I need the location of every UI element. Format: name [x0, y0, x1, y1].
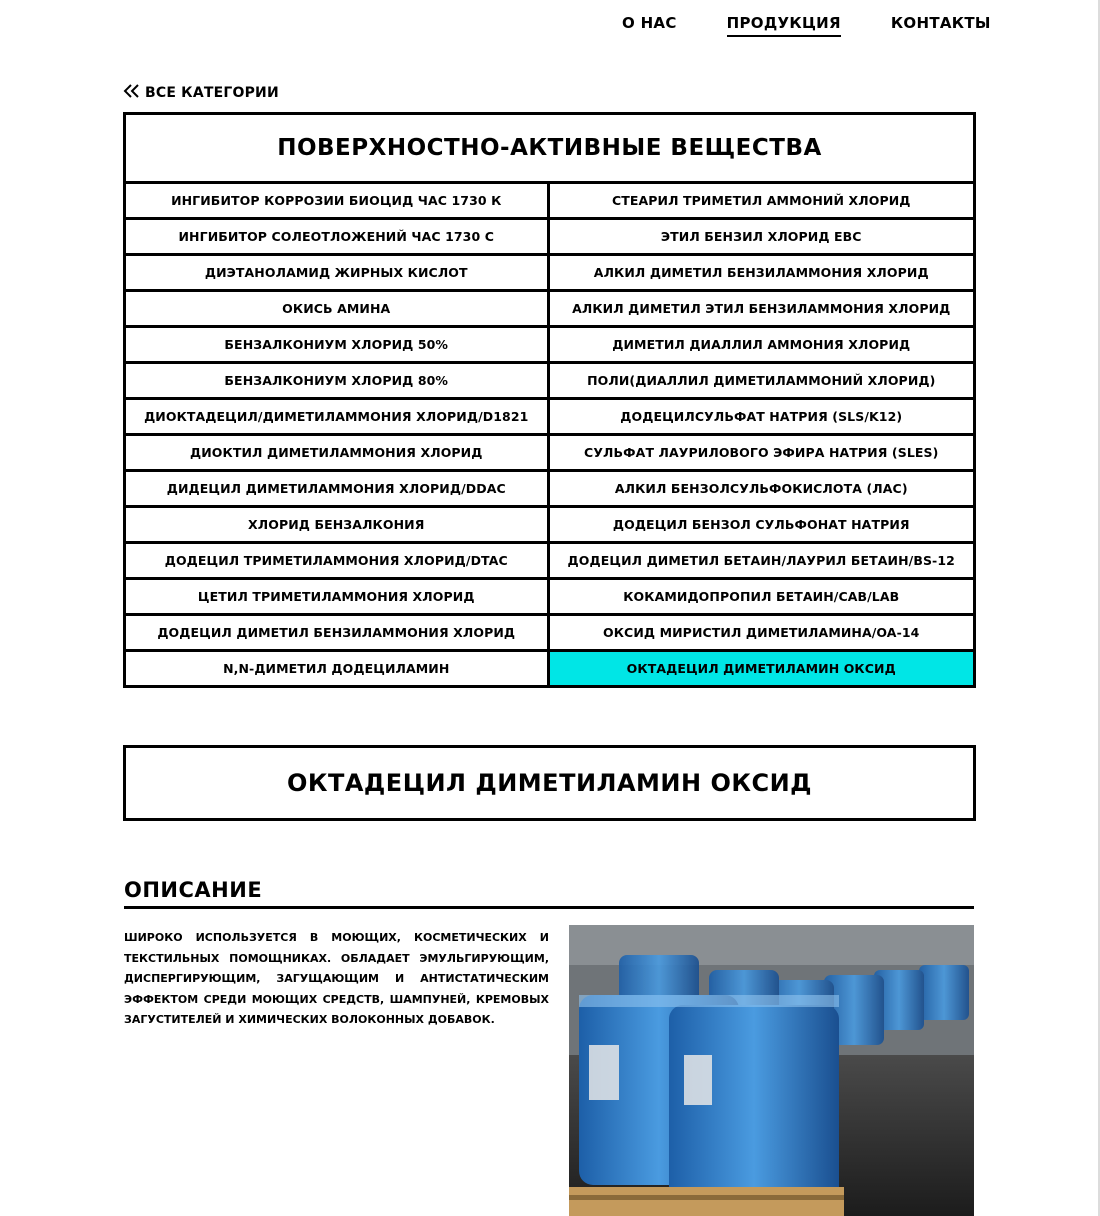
category-item[interactable]: ОКИСЬ АМИНА [126, 292, 550, 328]
back-link-label: ВСЕ КАТЕГОРИИ [145, 84, 279, 101]
category-item[interactable]: N,N-ДИМЕТИЛ ДОДЕЦИЛАМИН [126, 652, 550, 685]
category-item[interactable]: СТЕАРИЛ ТРИМЕТИЛ АММОНИЙ ХЛОРИД [550, 184, 974, 220]
back-to-categories-link[interactable] [123, 83, 279, 102]
category-item[interactable]: СУЛЬФАТ ЛАУРИЛОВОГО ЭФИРА НАТРИЯ (SLES) [550, 436, 974, 472]
category-item[interactable]: ХЛОРИД БЕНЗАЛКОНИЯ [126, 508, 550, 544]
product-title: ОКТАДЕЦИЛ ДИМЕТИЛАМИН ОКСИД [123, 745, 976, 821]
category-item[interactable]: ДИМЕТИЛ ДИАЛЛИЛ АММОНИЯ ХЛОРИД [550, 328, 974, 364]
category-item[interactable]: ИНГИБИТОР СОЛЕОТЛОЖЕНИЙ ЧАС 1730 С [126, 220, 550, 256]
nav-about[interactable]: О НАС [622, 14, 677, 32]
product-photo [569, 925, 974, 1216]
category-item[interactable]: БЕНЗАЛКОНИУМ ХЛОРИД 80% [126, 364, 550, 400]
drums-on-pallets-image [569, 925, 974, 1216]
category-item[interactable]: ДОДЕЦИЛ ДИМЕТИЛ БЕТАИН/ЛАУРИЛ БЕТАИН/BS-12 [550, 544, 974, 580]
category-item[interactable]: ИНГИБИТОР КОРРОЗИИ БИОЦИД ЧАС 1730 К [126, 184, 550, 220]
category-item[interactable]: ОКТАДЕЦИЛ ДИМЕТИЛАМИН ОКСИД [550, 652, 974, 685]
category-item[interactable]: ОКСИД МИРИСТИЛ ДИМЕТИЛАМИНА/OA-14 [550, 616, 974, 652]
category-item[interactable]: ДОДЕЦИЛСУЛЬФАТ НАТРИЯ (SLS/K12) [550, 400, 974, 436]
top-nav [622, 14, 991, 37]
category-table [123, 112, 976, 688]
category-item[interactable]: ДИДЕЦИЛ ДИМЕТИЛАММОНИЯ ХЛОРИД/DDAC [126, 472, 550, 508]
category-item[interactable]: БЕНЗАЛКОНИУМ ХЛОРИД 50% [126, 328, 550, 364]
double-chevron-left-icon-svg [123, 83, 141, 99]
category-item[interactable]: ПОЛИ(ДИАЛЛИЛ ДИМЕТИЛАММОНИЙ ХЛОРИД) [550, 364, 974, 400]
category-grid [126, 184, 973, 685]
description-text: ШИРОКО ИСПОЛЬЗУЕТСЯ В МОЮЩИХ, КОСМЕТИЧЕСКИХ И ТЕКСТИЛЬНЫХ ПОМОЩНИКАХ. ОБЛАДАЕТ ЭМУЛЬГИРУЮЩИМ, ДИСПЕРГИРУЮЩИМ, ЗАГУЩАЮЩИМ И АНТИСТАТИЧЕСКИМ ЭФФЕКТОМ СРЕДИ МОЮЩИХ СРЕДСТВ, ШАМПУНЕЙ, КРЕМОВЫХ ЗАГУСТИТЕЛЕЙ И ХИМИЧЕСКИХ ВОЛОКОННЫХ ДОБАВОК. [124, 931, 549, 1026]
description-heading: ОПИСАНИЕ [124, 878, 974, 909]
category-item[interactable]: АЛКИЛ ДИМЕТИЛ БЕНЗИЛАММОНИЯ ХЛОРИД [550, 256, 974, 292]
category-item[interactable]: ДОДЕЦИЛ ДИМЕТИЛ БЕНЗИЛАММОНИЯ ХЛОРИД [126, 616, 550, 652]
category-item[interactable]: ДИЭТАНОЛАМИД ЖИРНЫХ КИСЛОТ [126, 256, 550, 292]
category-item[interactable]: АЛКИЛ ДИМЕТИЛ ЭТИЛ БЕНЗИЛАММОНИЯ ХЛОРИД [550, 292, 974, 328]
category-item[interactable]: ДОДЕЦИЛ БЕНЗОЛ СУЛЬФОНАТ НАТРИЯ [550, 508, 974, 544]
category-item[interactable]: ЦЕТИЛ ТРИМЕТИЛАММОНИЯ ХЛОРИД [126, 580, 550, 616]
category-item[interactable]: АЛКИЛ БЕНЗОЛСУЛЬФОКИСЛОТА (ЛАС) [550, 472, 974, 508]
category-title: ПОВЕРХНОСТНО-АКТИВНЫЕ ВЕЩЕСТВА [126, 115, 973, 184]
category-item[interactable]: ДИОКТИЛ ДИМЕТИЛАММОНИЯ ХЛОРИД [126, 436, 550, 472]
double-chevron-left-icon [123, 83, 141, 102]
category-item[interactable]: КОКАМИДОПРОПИЛ БЕТАИН/CAB/LAB [550, 580, 974, 616]
category-item[interactable]: ДОДЕЦИЛ ТРИМЕТИЛАММОНИЯ ХЛОРИД/DTAC [126, 544, 550, 580]
category-item[interactable]: ДИОКТАДЕЦИЛ/ДИМЕТИЛАММОНИЯ ХЛОРИД/D1821 [126, 400, 550, 436]
nav-contacts[interactable]: КОНТАКТЫ [890, 14, 991, 32]
category-item[interactable]: ЭТИЛ БЕНЗИЛ ХЛОРИД EBC [550, 220, 974, 256]
nav-products[interactable]: ПРОДУКЦИЯ [727, 14, 841, 37]
